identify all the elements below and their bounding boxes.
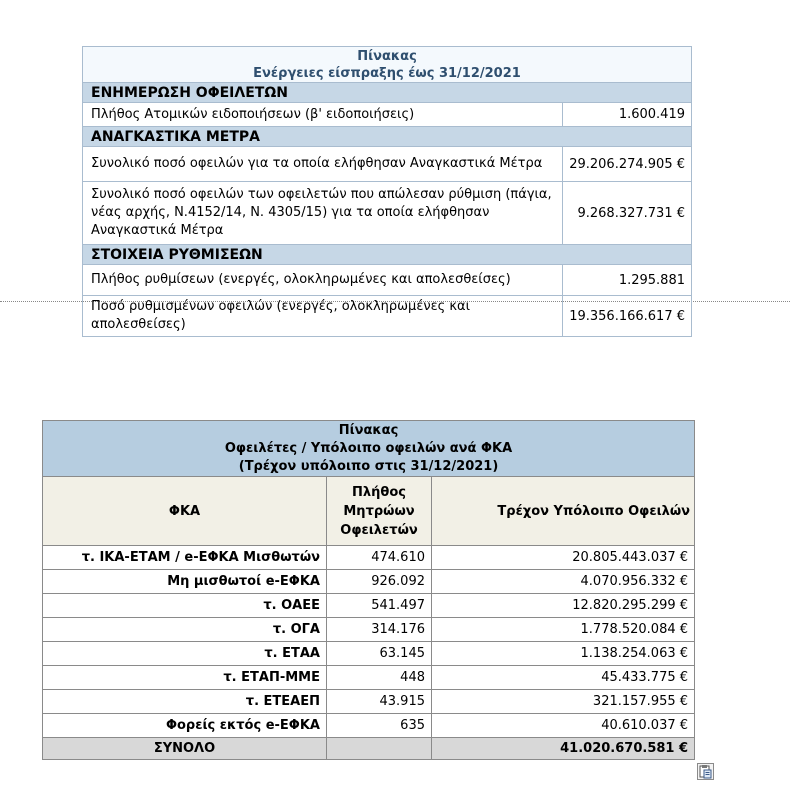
balance-cell: 1.138.254.063 € [432,642,695,666]
column-header-fund: ΦΚΑ [43,477,327,546]
row-value: 9.268.327.731 € [563,182,692,245]
table-row [43,642,695,666]
table-row [43,618,695,642]
column-header-count: Πλήθος Μητρώων Οφειλετών [327,477,432,546]
table-row [43,594,695,618]
table-title-line1: Πίνακας [357,48,417,64]
row-label: Ποσό ρυθμισμένων οφειλών (ενεργές, ολοκληρωμένες και απολεσθείσες) [83,296,563,337]
table-title-line3: (Τρέχον υπόλοιπο στις 31/12/2021) [238,458,499,474]
balance-cell: 1.778.520.084 € [432,618,695,642]
row-label: Πλήθος ρυθμίσεων (ενεργές, ολοκληρωμένες και απολεσθείσες) [83,265,563,296]
debtors-by-fund-table [42,420,695,760]
row-label: Συνολικό ποσό οφειλών για τα οποία ελήφθησαν Αναγκαστικά Μέτρα [83,147,563,182]
fund-cell: τ. ΟΓΑ [43,618,327,642]
clipboard-icon[interactable] [697,763,714,780]
balance-cell: 4.070.956.332 € [432,570,695,594]
count-cell: 474.610 [327,546,432,570]
balance-cell: 40.610.037 € [432,714,695,738]
table-row [43,570,695,594]
count-cell: 635 [327,714,432,738]
fund-cell: τ. ΟΑΕΕ [43,594,327,618]
fund-cell: τ. ΕΤΕΑΕΠ [43,690,327,714]
balance-cell: 20.805.443.037 € [432,546,695,570]
table-row [43,714,695,738]
fund-cell: Φορείς εκτός e-ΕΦΚΑ [43,714,327,738]
table-title-line2: Οφειλέτες / Υπόλοιπο οφειλών ανά ΦΚΑ [224,440,513,456]
collection-actions-table [82,46,692,337]
total-balance: 41.020.670.581 € [432,738,695,760]
balance-cell: 45.433.775 € [432,666,695,690]
table-row [43,690,695,714]
row-value: 1.295.881 [563,265,692,296]
column-header-balance: Τρέχον Υπόλοιπο Οφειλών [432,477,695,546]
balance-cell: 321.157.955 € [432,690,695,714]
row-value: 29.206.274.905 € [563,147,692,182]
table-title-line2: Ενέργειες είσπραξης έως 31/12/2021 [253,65,521,81]
section-heading: ΕΝΗΜΕΡΩΣΗ ΟΦΕΙΛΕΤΩΝ [83,83,692,103]
total-count [327,738,432,760]
table-title [43,421,695,477]
section-heading: ΑΝΑΓΚΑΣΤΙΚΑ ΜΕΤΡΑ [83,127,692,147]
row-label: Πλήθος Ατομικών ειδοποιήσεων (β' ειδοποιήσεις) [83,103,563,127]
table-title-line1: Πίνακας [338,422,399,438]
fund-cell: Μη μισθωτοί e-ΕΦΚΑ [43,570,327,594]
table-row [43,546,695,570]
fund-cell: τ. ΕΤΑΑ [43,642,327,666]
total-row [43,738,695,760]
count-cell: 63.145 [327,642,432,666]
row-label: Συνολικό ποσό οφειλών των οφειλετών που απώλεσαν ρύθμιση (πάγια, νέας αρχής, Ν.4152/14, Ν. 4305/15) για τα οποία ελήφθησαν Αναγκαστικά Μέτρα [83,182,563,245]
row-value: 1.600.419 [563,103,692,127]
table-title [83,47,692,83]
count-cell: 314.176 [327,618,432,642]
table-row [43,666,695,690]
balance-cell: 12.820.295.299 € [432,594,695,618]
count-cell: 926.092 [327,570,432,594]
count-cell: 43.915 [327,690,432,714]
fund-cell: τ. ΙΚΑ-ΕΤΑΜ / e-ΕΦΚΑ Μισθωτών [43,546,327,570]
fund-cell: τ. ΕΤΑΠ-ΜΜΕ [43,666,327,690]
section-heading: ΣΤΟΙΧΕΙΑ ΡΥΘΜΙΣΕΩΝ [83,245,692,265]
count-cell: 448 [327,666,432,690]
total-label: ΣΥΝΟΛΟ [43,738,327,760]
row-value: 19.356.166.617 € [563,296,692,337]
count-cell: 541.497 [327,594,432,618]
